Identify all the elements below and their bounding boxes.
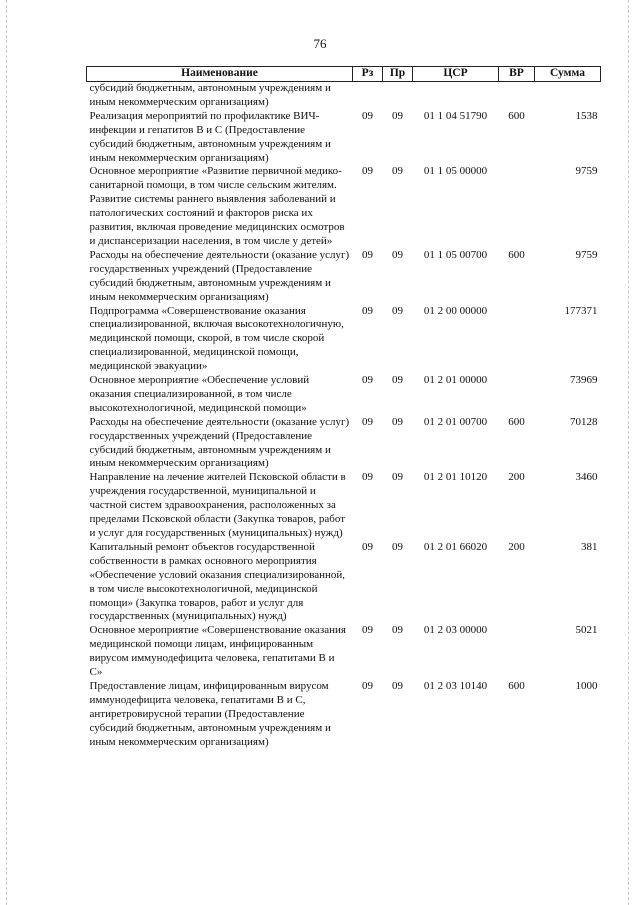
cell-csr: 01 2 03 00000 xyxy=(423,624,488,637)
cell-vr: 600 xyxy=(508,415,525,428)
cell-rz: 09 xyxy=(362,471,373,484)
cell-name: субсидий бюджетным, автономным учреждениям и иным некоммерческим организациям) xyxy=(89,82,331,108)
cell-rz: 09 xyxy=(362,624,373,637)
cell-vr xyxy=(499,165,535,248)
cell-rz: 09 xyxy=(362,540,373,553)
table-row xyxy=(87,416,601,472)
cell-name: Расходы на обеспечение деятельности (оказание услуг) государственных учреждений (Предоставление субсидий бюджетным, автономным учреждениям и иным некоммерческим организациям) xyxy=(89,415,350,470)
cell-vr: 600 xyxy=(508,109,525,122)
header-vr: ВР xyxy=(499,67,535,82)
cell-csr: 01 2 01 00000 xyxy=(423,374,488,387)
right-edge-line xyxy=(628,0,629,905)
cell-name: Основное мероприятие «Совершенствование оказания медицинской помощи лицам, инфицированным вирусом иммунодефицита человека, гепатитами В и С» xyxy=(89,624,346,679)
cell-csr: 01 2 01 66020 xyxy=(423,540,488,553)
table-row xyxy=(87,305,601,375)
cell-csr: 01 1 04 51790 xyxy=(423,109,488,122)
table-row xyxy=(87,541,601,624)
cell-vr xyxy=(499,82,535,110)
cell-rz: 09 xyxy=(362,415,373,428)
cell-rz: 09 xyxy=(362,248,373,261)
cell-vr: 200 xyxy=(508,471,525,484)
cell-name: Капитальный ремонт объектов государственной собственности в рамках основного мероприятия «Обеспечение условий оказания специализированной, в том числе высокотехнологичной, медицинской помощи» (Закупка товаров, работ и услуг для государственных (муниципальных) нужд) xyxy=(89,540,346,623)
cell-pr: 09 xyxy=(392,679,403,692)
table-row xyxy=(87,249,601,305)
cell-sum: 73969 xyxy=(570,374,598,387)
cell-name: Направление на лечение жителей Псковской области в учреждения государственной, муниципальной и частной систем здравоохранения, расположенных за пределами Псковской области (Закупка товаров, работ и услуг для государственных (муниципальных) нужд) xyxy=(89,471,346,539)
cell-name: Предоставление лицам, инфицированным вирусом иммунодефицита человека, гепатитами В и С, антиретровирусной терапии (Предоставление субсидий бюджетным, автономным учреждениям и иным некоммерческим организациям) xyxy=(89,679,331,748)
cell-pr: 09 xyxy=(392,165,403,178)
cell-sum: 5021 xyxy=(575,624,598,637)
table-row xyxy=(87,680,601,750)
page-number: 76 xyxy=(313,36,327,51)
cell-vr: 200 xyxy=(508,540,525,553)
cell-name: Реализация мероприятий по профилактике ВИЧ-инфекции и гепатитов В и С (Предоставление субсидий бюджетным, автономным учреждениям и иным некоммерческим организациям) xyxy=(89,109,331,164)
cell-sum: 1538 xyxy=(575,109,598,122)
cell-pr: 09 xyxy=(392,471,403,484)
table-row xyxy=(87,165,601,248)
cell-csr: 01 1 05 00700 xyxy=(423,248,488,261)
cell-rz xyxy=(353,82,383,110)
cell-name: Основное мероприятие «Обеспечение условий оказания специализированной, в том числе высокотехнологичной, медицинской помощи» xyxy=(89,374,310,414)
table-body xyxy=(87,82,601,750)
cell-sum: 381 xyxy=(581,540,598,553)
cell-rz: 09 xyxy=(362,165,373,178)
cell-csr: 01 2 01 10120 xyxy=(423,471,488,484)
cell-sum: 9759 xyxy=(575,248,598,261)
cell-rz: 09 xyxy=(362,679,373,692)
cell-csr: 01 2 01 00700 xyxy=(423,415,488,428)
cell-rz: 09 xyxy=(362,109,373,122)
table-row xyxy=(87,624,601,680)
cell-pr: 09 xyxy=(392,540,403,553)
cell-sum xyxy=(535,82,601,110)
cell-name: Подпрограмма «Совершенствование оказания специализированной, включая высокотехнологичную, медицинской помощи, скорой, в том числе скорой специализированной, медицинской помощи, медицинской эвакуации» xyxy=(89,304,344,373)
cell-vr: 600 xyxy=(508,679,525,692)
cell-name: Расходы на обеспечение деятельности (оказание услуг) государственных учреждений (Предоставление субсидий бюджетным, автономным учреждениям и иным некоммерческим организациям) xyxy=(89,248,350,303)
header-pr: Пр xyxy=(383,67,413,82)
cell-pr: 09 xyxy=(392,248,403,261)
cell-pr: 09 xyxy=(392,624,403,637)
cell-csr: 01 2 00 00000 xyxy=(423,304,488,317)
cell-pr: 09 xyxy=(392,109,403,122)
cell-sum: 9759 xyxy=(575,165,598,178)
cell-pr: 09 xyxy=(392,374,403,387)
cell-name: Основное мероприятие «Развитие первичной медико-санитарной помощи, в том числе сельским жителям. Развитие системы раннего выявления заболеваний и патологических состояний и факторов риска их развития, включая проведение медицинских осмотров и диспансеризации населения, в том числе у детей» xyxy=(89,165,345,247)
table-header xyxy=(87,67,601,82)
table-row xyxy=(87,82,601,110)
table-row xyxy=(87,110,601,166)
cell-csr: 01 2 03 10140 xyxy=(423,679,488,692)
cell-sum: 177371 xyxy=(564,304,598,317)
left-edge-line xyxy=(6,0,7,905)
header-csr: ЦСР xyxy=(413,67,499,82)
cell-pr: 09 xyxy=(392,415,403,428)
cell-csr xyxy=(413,82,499,110)
table-row xyxy=(87,471,601,541)
cell-vr: 600 xyxy=(508,248,525,261)
cell-sum: 70128 xyxy=(570,415,598,428)
header-rz: Рз xyxy=(353,67,383,82)
cell-vr xyxy=(499,305,535,375)
cell-rz: 09 xyxy=(362,374,373,387)
cell-vr xyxy=(499,624,535,680)
header-name: Наименование xyxy=(87,67,353,82)
cell-pr xyxy=(383,82,413,110)
cell-pr: 09 xyxy=(392,304,403,317)
cell-rz: 09 xyxy=(362,304,373,317)
cell-sum: 3460 xyxy=(575,471,598,484)
cell-vr xyxy=(499,374,535,416)
cell-csr: 01 1 05 00000 xyxy=(423,165,488,178)
table-row xyxy=(87,374,601,416)
header-sum: Сумма xyxy=(535,67,601,82)
budget-table xyxy=(86,66,601,750)
cell-sum: 1000 xyxy=(575,679,598,692)
